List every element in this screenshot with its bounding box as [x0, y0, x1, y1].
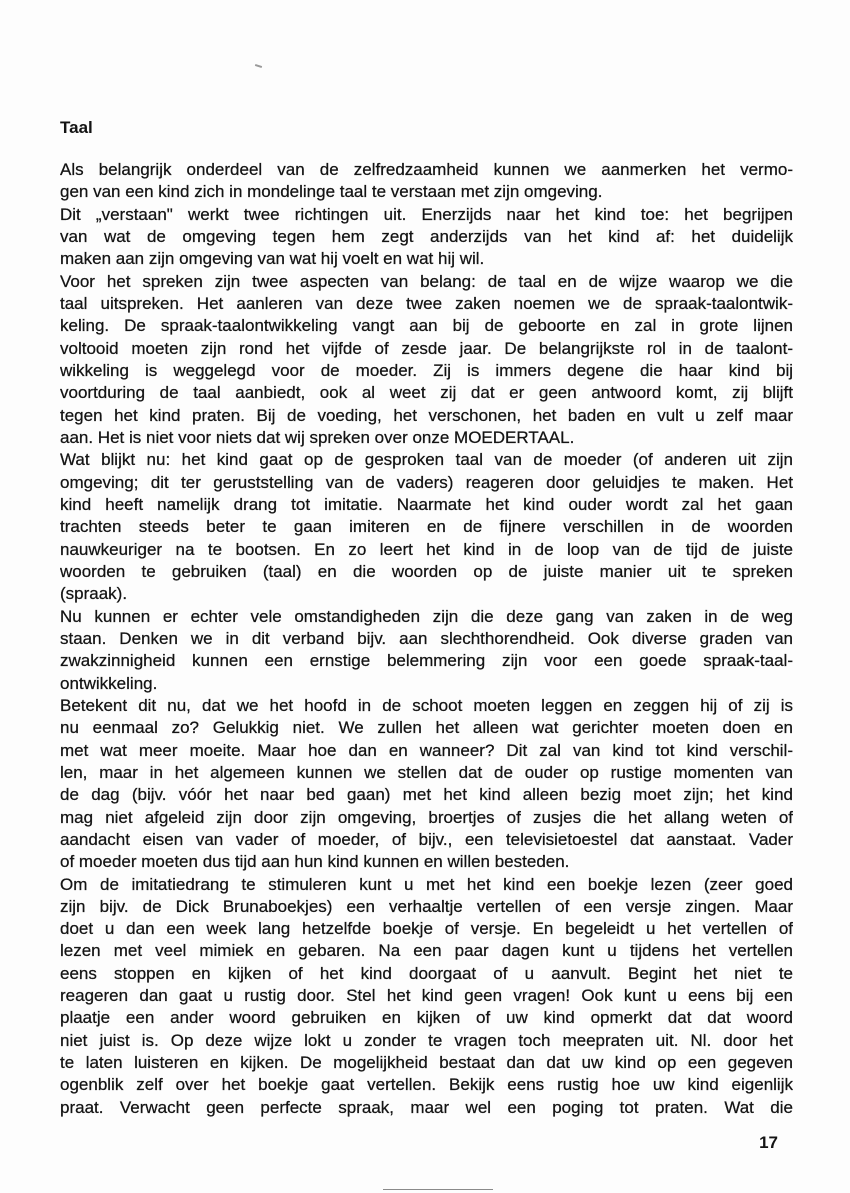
text-line: praat. Verwacht geen perfecte spraak, maar wel een poging tot praten. Wat die [60, 1097, 793, 1117]
text-line: omgeving; dit ter geruststelling van de vaders) reageren door geluidjes te maken. Het [60, 472, 793, 492]
paragraph [60, 606, 793, 695]
text-line: ontwikkeling. [60, 673, 158, 693]
text-line: len, maar in het algemeen kunnen we stellen dat de ouder op rustige momenten van [60, 762, 793, 782]
text-line: aandacht eisen van vader of moeder, of bijv., een televisietoestel dat aanstaat. Vader [60, 829, 793, 849]
text-line: woorden te gebruiken (taal) en die woorden op de juiste manier uit te spreken [60, 561, 793, 581]
text-line: staan. Denken we in dit verband bijv. aan slechthorendheid. Ook diverse graden van [60, 628, 793, 648]
paragraph [60, 449, 793, 605]
text-line: keling. De spraak-taalontwikkeling vangt aan bij de geboorte en zal in grote lijnen [60, 316, 793, 336]
section-heading: Taal [60, 118, 93, 137]
text-line: lezen met veel mimiek en gebaren. Na een paar dagen kunt u tijdens het vertellen [60, 941, 793, 961]
text-line: kind heeft namelijk drang tot imitatie. Naarmate het kind ouder wordt zal het gaan [60, 494, 793, 514]
text-line: ogenblik zelf over het boekje gaat vertellen. Bekijk eens rustig hoe uw kind eigenlijk [60, 1075, 793, 1095]
text-line: nauwkeuriger na te bootsen. En zo leert het kind in de loop van de tijd de juiste [60, 539, 793, 559]
text-line: Voor het spreken zijn twee aspecten van belang: de taal en de wijze waarop we die [60, 271, 793, 291]
paragraph [60, 695, 793, 874]
text-line: Dit „verstaan" werkt twee richtingen uit. Enerzijds naar het kind toe: het begrijpen [60, 204, 793, 224]
paragraph [60, 271, 793, 450]
text-line: voortduring de taal aanbiedt, ook al weet zij dat er geen antwoord komt, zij blijft [60, 383, 793, 403]
text-line: niet juist is. Op deze wijze lokt u zonder te vragen toch meepraten uit. Nl. door het [60, 1030, 793, 1050]
scan-mark [383, 1189, 493, 1190]
text-line: de dag (bijv. vóór het naar bed gaan) met het kind alleen bezig moet zijn; het kind [60, 785, 793, 805]
text-line: of moeder moeten dus tijd aan hun kind kunnen en willen besteden. [60, 852, 570, 872]
text-line: tegen het kind praten. Bij de voeding, het verschonen, het baden en vult u zelf maar [60, 405, 793, 425]
text-line: Nu kunnen er echter vele omstandigheden zijn die deze gang van zaken in de weg [60, 606, 793, 626]
text-line: mag niet afgeleid zijn door zijn omgeving, broertjes of zusjes die het allang weten of [60, 807, 793, 827]
text-line: aan. Het is niet voor niets dat wij spreken over onze MOEDERTAAL. [60, 427, 575, 447]
text-line: van wat de omgeving tegen hem zegt anderzijds van het kind af: het duidelijk [60, 226, 793, 246]
text-line: zwakzinnigheid kunnen een ernstige belemmering zijn voor een goede spraak-taal- [60, 651, 793, 671]
text-line: met wat meer moeite. Maar hoe dan en wanneer? Dit zal van kind tot kind verschil- [60, 740, 793, 760]
text-line: reageren dan gaat u rustig door. Stel het kind geen vragen! Ook kunt u eens bij een [60, 986, 793, 1006]
text-line: Als belangrijk onderdeel van de zelfredzaamheid kunnen we aanmerken het vermo- [60, 160, 793, 179]
text-line: nu eenmaal zo? Gelukkig niet. We zullen het alleen wat gerichter moeten doen en [60, 718, 793, 738]
text-line: te laten luisteren en kijken. De mogelijkheid bestaat dan dat uw kind op een gegeven [60, 1053, 793, 1073]
text-line: Betekent dit nu, dat we het hoofd in de schoot moeten leggen en zeggen hij of zij is [60, 695, 793, 715]
text-line: zijn bijv. de Dick Brunaboekjes) een verhaaltje vertellen of een versje zingen. Maar [60, 896, 793, 916]
text-line: plaatje een ander woord gebruiken en kijken of uw kind opmerkt dat dat woord [60, 1008, 793, 1028]
text-line: gen van een kind zich in mondelinge taal te verstaan met zijn omgeving. [60, 182, 603, 202]
text-line: maken aan zijn omgeving van wat hij voelt en wat hij wil. [60, 249, 485, 269]
scan-mark [255, 64, 262, 68]
text-line: wikkeling is weggelegd voor de moeder. Zij is immers degene die haar kind bij [60, 360, 793, 380]
text-line: Om de imitatiedrang te stimuleren kunt u met het kind een boekje lezen (zeer goed [60, 874, 793, 894]
body-text [60, 159, 793, 1119]
text-line: voltooid moeten zijn rond het vijfde of zesde jaar. De belangrijkste rol in de taalont- [60, 338, 793, 358]
text-line: taal uitspreken. Het aanleren van deze twee zaken noemen we de spraak-taalontwik- [60, 293, 793, 313]
paragraph [60, 159, 793, 204]
text-line: doet u dan een week lang hetzelfde boekje of versje. En begeleidt u het vertellen of [60, 919, 793, 939]
paragraph [60, 204, 793, 271]
text-line: eens stoppen en kijken of het kind doorgaat of u aanvult. Begint het niet te [60, 963, 793, 983]
page-number: 17 [759, 1133, 778, 1152]
text-line: (spraak). [60, 584, 128, 604]
text-line: Wat blijkt nu: het kind gaat op de gesproken taal van de moeder (of anderen uit zijn [60, 450, 793, 470]
text-line: trachten steeds beter te gaan imiteren en de fijnere verschillen in de woorden [60, 517, 793, 537]
paragraph [60, 874, 793, 1120]
